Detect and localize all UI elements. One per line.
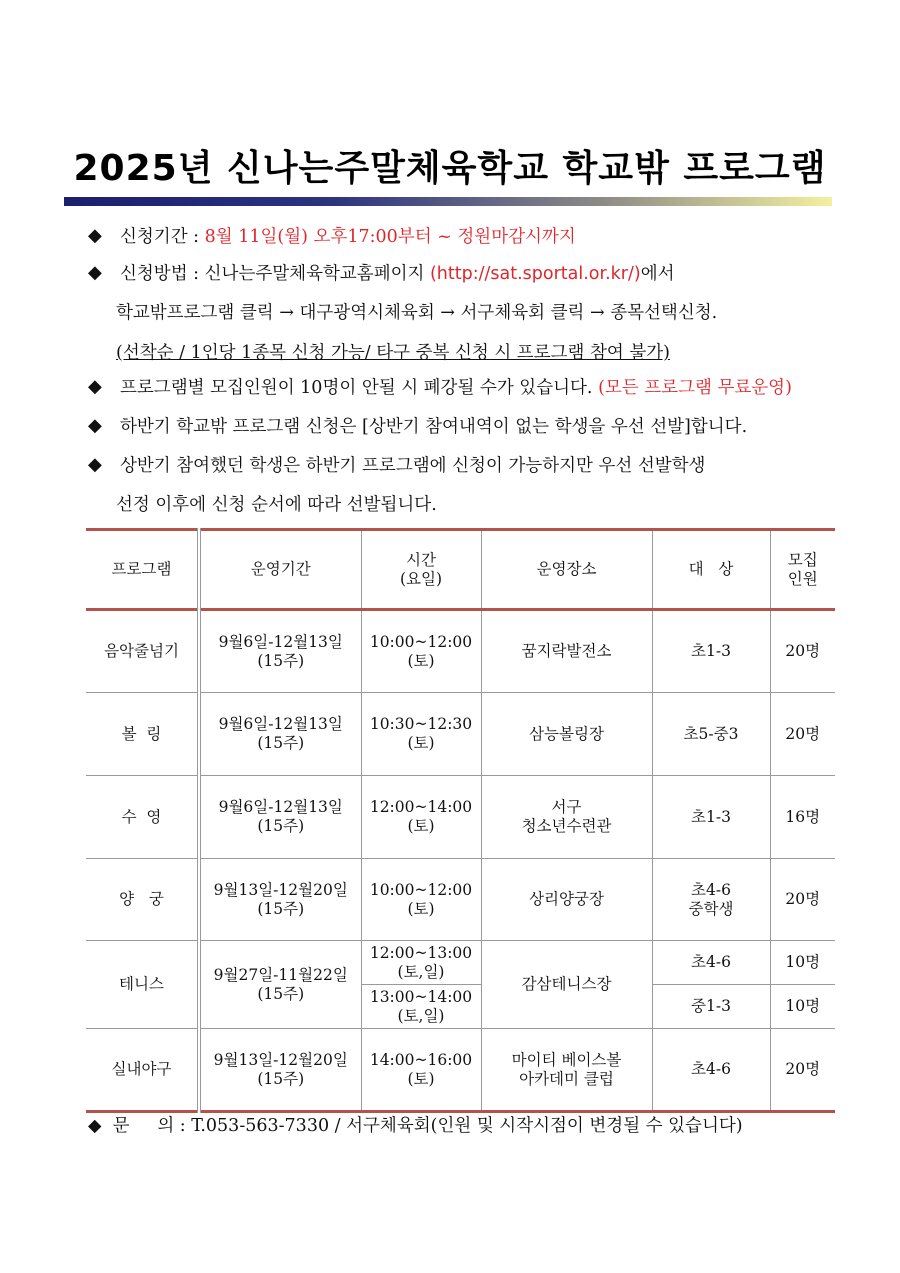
target-cell: 초5-중3: [652, 693, 770, 776]
table-row: [86, 610, 835, 693]
place-cell: 삼능볼링장: [481, 693, 652, 776]
time-cell: 10:30~12:30 (토): [361, 693, 481, 776]
target-cell: 중1-3: [652, 985, 770, 1029]
notice-suffix: 에서: [640, 264, 675, 284]
table-row: [86, 776, 835, 859]
place-cell: 감삼테니스장: [481, 941, 652, 1029]
application-steps: 학교밖프로그램 클릭 → 대구광역시체육회 → 서구체육회 클릭 → 종목선택신청.: [116, 303, 718, 323]
program-name: 음악줄넘기: [86, 610, 199, 693]
diamond-bullet-icon: ◆: [88, 454, 102, 475]
target-cell: 초4-6 중학생: [652, 859, 770, 941]
diamond-bullet-icon: ◆: [88, 376, 102, 397]
notice-label: 신청기간 :: [120, 227, 205, 247]
capacity-cell: 10명: [770, 941, 835, 985]
table-header-row: [86, 530, 835, 610]
header-place: 운영장소: [481, 530, 652, 610]
table-row: [86, 693, 835, 776]
capacity-cell: 20명: [770, 610, 835, 693]
target-cell: 초4-6: [652, 1029, 770, 1112]
title-underline-bar: [64, 197, 832, 206]
header-time: 시간 (요일): [361, 530, 481, 610]
notice-text: 프로그램별 모집인원이 10명이 안될 시 폐강될 수가 있습니다.: [120, 378, 599, 398]
header-program: 프로그램: [86, 530, 199, 610]
place-cell: 꿈지락발전소: [481, 610, 652, 693]
application-period-value: 8월 11일(월) 오후17:00부터 ~ 정원마감시까지: [204, 227, 576, 247]
period-cell: 9월27일-11월22일 (15주): [199, 941, 361, 1029]
capacity-cell: 16명: [770, 776, 835, 859]
time-cell: 10:00~12:00 (토): [361, 859, 481, 941]
time-cell: 10:00~12:00 (토): [361, 610, 481, 693]
time-cell: 14:00~16:00 (토): [361, 1029, 481, 1112]
time-cell: 12:00~13:00 (토,일): [361, 941, 481, 985]
contact-info: [88, 1112, 743, 1137]
target-cell: 초1-3: [652, 776, 770, 859]
diamond-bullet-icon: ◆: [88, 225, 102, 246]
capacity-cell: 20명: [770, 859, 835, 941]
period-cell: 9월6일-12월13일 (15주): [199, 776, 361, 859]
capacity-cell: 10명: [770, 985, 835, 1029]
diamond-bullet-icon: ◆: [88, 1116, 102, 1136]
notice-text: 상반기 참여했던 학생은 하반기 프로그램에 신청이 가능하지만 우선 선발학생: [120, 456, 706, 476]
notice-text: 하반기 학교밖 프로그램 신청은 [상반기 참여내역이 없는 학생을 우선 선발]합니다.: [120, 417, 748, 437]
homepage-link[interactable]: (http://sat.sportal.or.kr/): [429, 264, 641, 284]
notice-label: 신청방법 : 신나는주말체육학교홈페이지: [120, 264, 430, 284]
table-row: [86, 1029, 835, 1112]
diamond-bullet-icon: ◆: [88, 415, 102, 436]
capacity-cell: 20명: [770, 1029, 835, 1112]
contact-text: 문 의 : T.053-563-7330 / 서구체육회(인원 및 시작시점이 변경될 수 있습니다): [112, 1116, 743, 1136]
target-cell: 초4-6: [652, 941, 770, 985]
target-cell: 초1-3: [652, 610, 770, 693]
header-period: 운영기간: [199, 530, 361, 610]
program-name: 수 영: [86, 776, 199, 859]
capacity-cell: 20명: [770, 693, 835, 776]
header-target: 대 상: [652, 530, 770, 610]
table-row: [86, 859, 835, 941]
application-rules: (선착순 / 1인당 1종목 신청 가능/ 타구 중복 신청 시 프로그램 참여 불가): [116, 343, 670, 363]
free-program-note: (모든 프로그램 무료운영): [598, 378, 792, 398]
header-capacity: 모집 인원: [770, 530, 835, 610]
period-cell: 9월6일-12월13일 (15주): [199, 693, 361, 776]
time-cell: 13:00~14:00 (토,일): [361, 985, 481, 1029]
program-name: 볼 링: [86, 693, 199, 776]
program-name: 실내야구: [86, 1029, 199, 1112]
place-cell: 상리양궁장: [481, 859, 652, 941]
diamond-bullet-icon: ◆: [88, 262, 102, 283]
program-name: 양 궁: [86, 859, 199, 941]
notice-continuation: 선정 이후에 신청 순서에 따라 선발됩니다.: [116, 495, 437, 515]
place-cell: 마이티 베이스볼 아카데미 클럽: [481, 1029, 652, 1112]
period-cell: 9월13일-12월20일 (15주): [199, 859, 361, 941]
period-cell: 9월6일-12월13일 (15주): [199, 610, 361, 693]
time-cell: 12:00~14:00 (토): [361, 776, 481, 859]
table-row: [86, 941, 835, 985]
period-cell: 9월13일-12월20일 (15주): [199, 1029, 361, 1112]
program-name: 테니스: [86, 941, 199, 1029]
place-cell: 서구 청소년수련관: [481, 776, 652, 859]
program-schedule-table: [86, 528, 835, 1113]
page-title: 2025년 신나는주말체육학교 학교밖 프로그램: [73, 148, 827, 189]
